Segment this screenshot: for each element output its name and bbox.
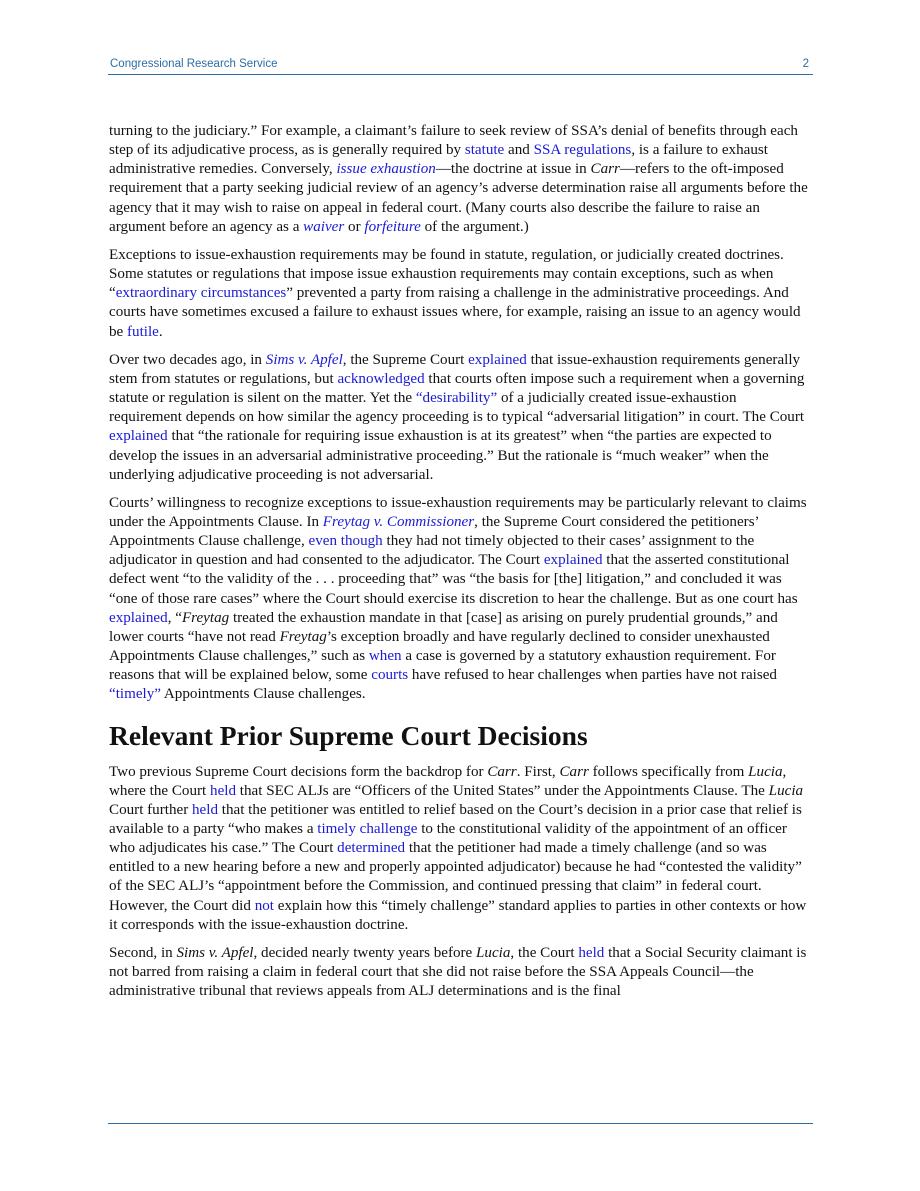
text-run: Court further xyxy=(109,801,192,818)
inline-link[interactable]: explained xyxy=(109,428,168,445)
text-run: —refers to the oft-imposed requirement that a party seeking judicial review of an agency’s adverse determination raise all arguments before the agency that it may wish to raise on appeal in federal court. (Many courts also describe the failure to raise an argument before an agency as a xyxy=(109,161,808,235)
inline-link[interactable]: explained xyxy=(109,609,168,626)
inline-link[interactable]: “timely” xyxy=(109,686,161,703)
body-paragraph xyxy=(109,763,812,935)
inline-link[interactable]: futile xyxy=(127,323,159,340)
italic-text: Freytag xyxy=(279,628,327,645)
text-run: that the asserted constitutional defect went “to the validity of the . . . proceeding that” was “the basis for [the] litigation,” and concluded it was “one of those rare cases” where the Court should exercise its discretion to hear the challenge. But as one court has xyxy=(109,552,798,607)
text-run: that a Social Security claimant is not barred from raising a claim in federal court that she did not raise before the SSA Appeals Council—the administrative tribunal that reviews appeals from ALJ determinations and is the final xyxy=(109,944,807,1000)
text-run: , the Court xyxy=(510,944,579,961)
text-run: —the doctrine at issue in xyxy=(435,161,591,178)
italic-text: Lucia xyxy=(768,782,804,799)
text-run: turning to the judiciary.” For example, a claimant’s failure to seek review of SSA’s denial of benefits through each step of its adjudicative process, as is generally required by xyxy=(109,123,798,159)
text-run: of a judicially created issue-exhaustion requirement depends on how similar the agency proceeding is to typical “adversarial litigation” in court. The Court xyxy=(109,390,805,426)
text-run: that the petitioner had made a timely challenge (and so was entitled to a new hearing before a new and properly appointed adjudicator) because he had “contested the validity” of the SEC ALJ’s “appointment before the Commission, and continued pressing that claim” in federal court. However, the Court did xyxy=(109,840,802,914)
inline-link[interactable]: Freytag v. Commissioner xyxy=(322,513,475,530)
inline-link[interactable]: determined xyxy=(337,840,406,857)
inline-link[interactable]: held xyxy=(192,801,218,818)
text-run: that “the rationale for requiring issue exhaustion is at its greatest” when “the parties are expected to develop the issues in an adversarial administrative proceeding.” But the rationale is “much weaker” when the underlying adjudicative proceeding is not adversarial. xyxy=(109,428,772,483)
body-paragraph xyxy=(109,246,812,342)
text-run: ’s exception broadly and have regularly declined to consider unexhausted Appointments Clause challenges,” such as xyxy=(109,628,770,665)
inline-link[interactable]: explained xyxy=(468,351,527,368)
header-rule xyxy=(108,74,813,75)
inline-link[interactable]: waiver xyxy=(303,218,345,235)
inline-link[interactable]: acknowledged xyxy=(337,370,425,387)
text-run: . First, xyxy=(516,763,560,780)
text-run: follows specifically from xyxy=(588,763,749,780)
italic-text: Carr xyxy=(590,161,620,178)
text-run: , the Supreme Court xyxy=(342,351,469,368)
inline-link[interactable]: even though xyxy=(308,533,383,550)
text-run: Exceptions to issue-exhaustion requirements may be found in statute, regulation, or judicially created doctrines. Some statutes or regulations that impose issue exhaustion requirements may contain exceptions, such as when “ xyxy=(109,246,784,302)
text-run: Appointments Clause challenges. xyxy=(160,686,366,703)
text-run: of the argument.) xyxy=(420,218,529,235)
section-heading: Relevant Prior Supreme Court Decisions xyxy=(109,719,588,751)
text-run: that the petitioner was entitled to relief based on the Court’s decision in a prior case that relief is available to a party “who makes a xyxy=(109,801,802,837)
inline-link[interactable]: extraordinary circumstances xyxy=(115,285,287,302)
inline-link[interactable]: explained xyxy=(543,552,603,569)
paragraphs-before-heading xyxy=(109,122,812,705)
text-run: , where the Court xyxy=(109,763,787,799)
inline-link[interactable]: when xyxy=(368,648,402,665)
text-run: ” prevented a party from raising a challenge in the administrative proceedings. And courts have sometimes excused a failure to exhaust issues where, for example, raising an issue to an agency would be xyxy=(109,285,801,340)
text-run: that courts often impose such a requirement when a governing statute or regulation is silent on the matter. Yet the xyxy=(109,370,805,407)
text-run: , decided nearly twenty years before xyxy=(253,944,477,961)
text-run: Over two decades ago, in xyxy=(109,351,266,368)
footer-rule xyxy=(108,1123,813,1124)
text-run: and xyxy=(504,142,534,159)
inline-link[interactable]: forfeiture xyxy=(364,218,421,235)
body-paragraph xyxy=(109,494,812,705)
inline-link[interactable]: held xyxy=(210,782,237,799)
body-paragraph xyxy=(109,944,812,1001)
inline-link[interactable]: held xyxy=(578,944,605,961)
inline-link[interactable]: timely challenge xyxy=(317,821,418,837)
italic-text: Carr xyxy=(487,763,517,780)
text-run: or xyxy=(344,218,365,235)
italic-text: Lucia xyxy=(748,763,783,780)
text-run: , “ xyxy=(167,609,182,626)
inline-link[interactable]: statute xyxy=(464,142,505,159)
text-run: that SEC ALJs are “Officers of the United States” under the Appointments Clause. The xyxy=(236,782,769,799)
italic-text: Sims v. Apfel xyxy=(176,944,254,961)
text-run: they had not timely objected to their cases’ assignment to the adjudicator in question and had consented to the adjudicator. The Court xyxy=(109,533,755,569)
italic-text: Lucia xyxy=(476,944,511,961)
page-number: 2 xyxy=(802,58,809,70)
inline-link[interactable]: “desirability” xyxy=(415,390,498,407)
italic-text: Carr xyxy=(559,763,589,780)
running-header xyxy=(108,56,813,74)
text-run: , is a failure to exhaust administrative remedies. Conversely, xyxy=(109,142,768,178)
inline-link[interactable]: courts xyxy=(371,667,409,684)
text-run: Second, in xyxy=(109,944,177,961)
text-run: explain how this “timely challenge” standard applies to parties in other contexts or how it corresponds with the issue-exhaustion doctrine. xyxy=(109,897,807,933)
text-run: have refused to hear challenges when parties have not raised xyxy=(408,667,777,684)
text-run: to the constitutional validity of the appointment of an officer who adjudicates his case.” The Court xyxy=(109,821,787,857)
header-organization: Congressional Research Service xyxy=(110,58,278,70)
inline-link[interactable]: SSA regulations xyxy=(533,142,632,159)
inline-link[interactable]: issue exhaustion xyxy=(336,161,436,178)
italic-text: Freytag xyxy=(181,609,230,626)
text-run: , the Supreme Court considered the petitioners’ Appointments Clause challenge, xyxy=(109,513,759,550)
inline-link[interactable]: not xyxy=(254,897,274,914)
text-run: . xyxy=(158,323,163,340)
text-run: Two previous Supreme Court decisions form the backdrop for xyxy=(109,763,488,780)
text-run: Courts’ willingness to recognize exceptions to issue-exhaustion requirements may be particularly relevant to claims under the Appointments Clause. In xyxy=(109,494,807,530)
inline-link[interactable]: Sims v. Apfel xyxy=(265,351,343,368)
paragraphs-after-heading xyxy=(109,763,812,1002)
document-body xyxy=(109,122,812,1010)
text-run: that issue-exhaustion requirements generally stem from statutes or regulations, but xyxy=(109,351,801,387)
text-run: treated the exhaustion mandate in that [case] as arising on purely prudential grounds,” and lower courts “have not read xyxy=(109,609,778,645)
body-paragraph xyxy=(109,122,812,237)
body-paragraph xyxy=(109,351,812,485)
text-run: a case is governed by a statutory exhaustion requirement. For reasons that will be explained below, some xyxy=(109,648,776,684)
